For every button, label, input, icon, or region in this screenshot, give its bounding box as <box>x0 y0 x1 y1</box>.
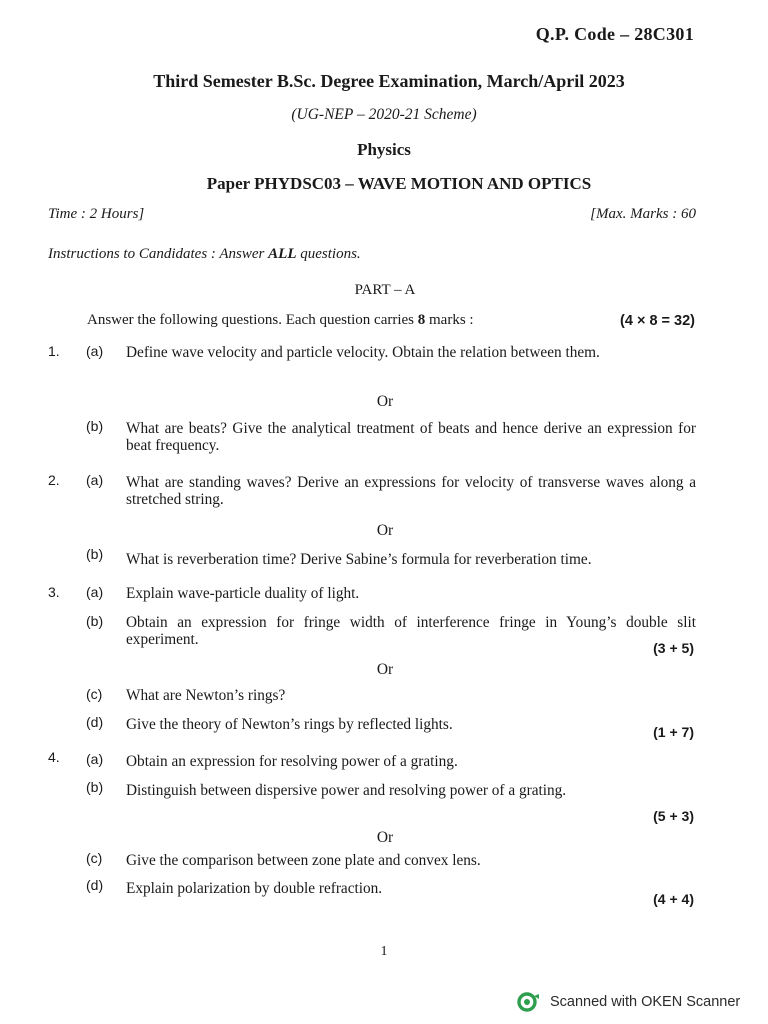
marks-label: (1 + 7) <box>653 724 694 740</box>
subquestion-label: (a) <box>86 584 104 600</box>
question-text: Define wave velocity and particle velocity. Obtain the relation between them. <box>126 344 600 361</box>
part-intro-suffix: marks : <box>425 312 474 328</box>
subquestion-label: (b) <box>86 613 104 629</box>
question-text: Distinguish between dispersive power and resolving power of a grating. <box>126 782 567 799</box>
scanner-watermark <box>517 991 740 1013</box>
page-number: 1 <box>380 944 388 959</box>
question-text: Give the theory of Newton’s rings by reflected lights. <box>126 716 453 733</box>
question-number: 3. <box>48 584 60 600</box>
instructions-suffix: questions. <box>296 246 361 262</box>
question-text: What are beats? Give the analytical treatment of beats and hence derive an expression for beat frequency. <box>126 420 696 454</box>
or-separator: Or <box>376 661 394 678</box>
question-text: Explain wave-particle duality of light. <box>126 585 360 602</box>
qp-code: Q.P. Code – 28C301 <box>535 24 694 44</box>
question-number: 2. <box>48 472 60 488</box>
part-intro <box>87 312 474 329</box>
exam-duration: Time : 2 Hours] <box>48 206 145 222</box>
marks-label: (4 + 4) <box>653 891 694 907</box>
subquestion-label: (a) <box>86 472 104 488</box>
exam-title: Third Semester B.Sc. Degree Examination, March/April 2023 <box>153 71 625 91</box>
instructions-prefix: Instructions to Candidates : Answer <box>48 246 269 262</box>
or-separator: Or <box>376 522 394 539</box>
scheme: (UG-NEP – 2020-21 Scheme) <box>291 106 477 123</box>
max-marks: [Max. Marks : 60 <box>590 206 696 222</box>
question-text: What is reverberation time? Derive Sabine’s formula for reverberation time. <box>126 551 592 568</box>
question-number: 1. <box>48 343 60 359</box>
or-separator: Or <box>376 393 394 410</box>
subquestion-label: (d) <box>86 877 104 893</box>
or-separator: Or <box>376 829 394 846</box>
paper-title: Paper PHYDSC03 – WAVE MOTION AND OPTICS <box>206 174 592 193</box>
question-text: Explain polarization by double refraction. <box>126 880 383 897</box>
subject-title: Physics <box>357 140 411 159</box>
subquestion-label: (b) <box>86 546 104 562</box>
part-intro-prefix: Answer the following questions. Each question carries <box>87 312 418 328</box>
marks-label: (3 + 5) <box>653 640 694 656</box>
subquestion-label: (b) <box>86 779 104 795</box>
question-text: Give the comparison between zone plate and convex lens. <box>126 852 481 869</box>
subquestion-label: (c) <box>86 850 103 866</box>
part-title: PART – A <box>354 282 416 298</box>
subquestion-label: (a) <box>86 343 104 359</box>
oken-scanner-logo-icon <box>517 991 541 1013</box>
question-text: Obtain an expression for resolving power of a grating. <box>126 753 458 770</box>
question-number: 4. <box>48 749 60 765</box>
question-text: Obtain an expression for fringe width of interference fringe in Young’s double slit experiment. <box>126 614 696 648</box>
instructions <box>48 246 361 263</box>
part-intro-marks: 8 <box>417 312 426 328</box>
instructions-emphasis: ALL <box>268 246 297 262</box>
question-text: What are Newton’s rings? <box>126 687 286 704</box>
subquestion-label: (c) <box>86 686 103 702</box>
subquestion-label: (d) <box>86 714 104 730</box>
marks-label: (5 + 3) <box>653 808 694 824</box>
scanner-text: Scanned with OKEN Scanner <box>550 994 741 1010</box>
marks-allocation: (4 × 8 = 32) <box>620 313 695 329</box>
subquestion-label: (b) <box>86 418 104 434</box>
subquestion-label: (a) <box>86 751 104 767</box>
question-text: What are standing waves? Derive an expressions for velocity of transverse waves along a stretched string. <box>126 474 696 508</box>
